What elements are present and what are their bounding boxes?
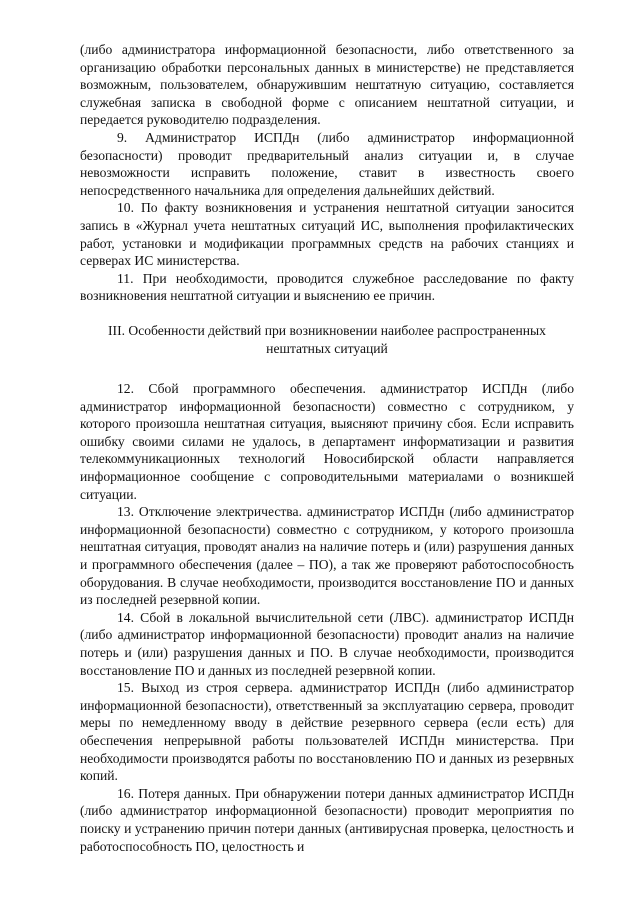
paragraph-16: 16. Потеря данных. При обнаружении потери данных администратор ИСПДн (либо администратор информационной безопасности) проводит мероприятия по поиску и устранению причин потери данных (антивирусная проверка, целостность и работоспособность ПО, целостность и bbox=[80, 785, 574, 854]
section-heading: III. Особенности действий при возникновении наиболее распространенных нештатных ситуаций bbox=[108, 322, 546, 356]
paragraph-9: 9. Администратор ИСПДн (либо администратор информационной безопасности) проводит предварительный анализ ситуации и, в случае невозможности исправить положение, ставит в известность своего непосредственного начальника для определения дальнейших действий. bbox=[80, 129, 574, 198]
paragraph-15: 15. Выход из строя сервера. администратор ИСПДн (либо администратор информационной безопасности), ответственный за эксплуатацию сервера, проводит меры по немедленному вводу в действие резервного сервера (если есть) для обеспечения непрерывной работы пользователей ИСПДн министерства. При необходимости производятся работы по восстановлению ПО и данных из резервных копий. bbox=[80, 680, 574, 784]
paragraph-11: 11. При необходимости, проводится служебное расследование по факту возникновения нештатной ситуации и выяснению ее причин. bbox=[80, 270, 574, 304]
paragraph-10: 10. По факту возникновения и устранения нештатной ситуации заносится запись в «Журнал учета нештатных ситуаций ИС, выполнения профилактических работ, установки и модификации программных средств на рабочих станциях и серверах ИС министерства. bbox=[80, 200, 574, 269]
paragraph-continuation: (либо администратора информационной безопасности, либо ответственного за организацию обработки персональных данных в министерстве) не представляется возможным, пользователем, обнаружившим нештатную ситуацию, составляется служебная записка в свободной форме с описанием нештатной ситуации, и передается руководителю подразделения. bbox=[80, 42, 574, 128]
paragraph-14: 14. Сбой в локальной вычислительной сети (ЛВС). администратор ИСПДн (либо администратор информационной безопасности) проводит анализ на наличие потерь и (или) разрушения данных и ПО. В случае необходимости, производится восстановление ПО и данных из последней резервной копии. bbox=[80, 609, 574, 678]
document-body bbox=[80, 41, 574, 855]
paragraph-12: 12. Сбой программного обеспечения. администратор ИСПДн (либо администратор информационной безопасности) совместно с сотрудником, у которого произошла нештатная ситуация, выясняют причину сбоя. Если исправить ошибку своими силами не удалось, в департамент информатизации и развития телекоммуникационных технологий Новосибирской области направляется информационное сообщение с сопроводительными материалами о возникшей ситуации. bbox=[80, 381, 574, 502]
paragraph-13: 13. Отключение электричества. администратор ИСПДн (либо администратор информационной безопасности) совместно с сотрудником, у которого произошла нештатная ситуация, проводят анализ на наличие потерь и (или) разрушения данных и программного обеспечения (далее – ПО), а так же проверяют работоспособность оборудования. В случае необходимости, производится восстановление ПО и данных из последней резервной копии. bbox=[80, 504, 574, 608]
